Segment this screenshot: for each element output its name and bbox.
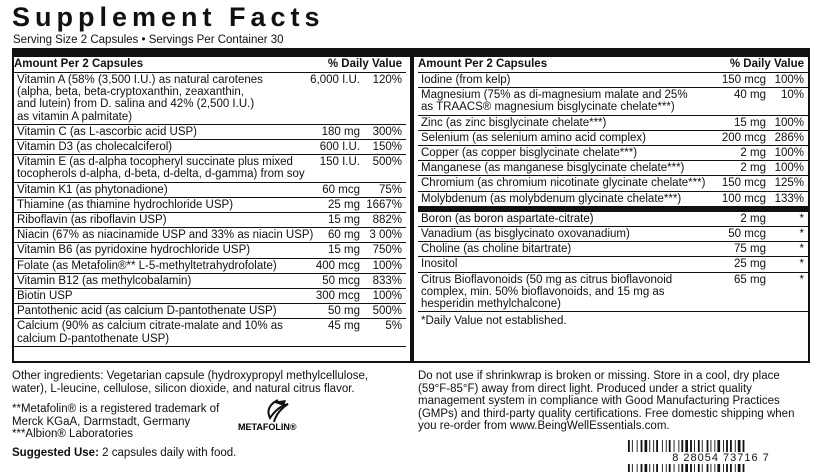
nutrient-name: Biotin USP [17,290,73,303]
nutrient-row [418,257,808,272]
nutrient-row [14,73,406,125]
nutrient-amount: 2 mg [740,162,766,175]
nutrient-dv: 125% [774,177,804,190]
nutrient-row [14,155,406,182]
nutrient-dv: 3 00% [369,229,402,242]
nutrient-dv: 150% [372,141,402,154]
nutrient-amount: 65 mg [734,273,766,286]
nutrient-dv: 882% [372,214,402,227]
suggested-use [12,447,404,460]
nutrient-name: Vitamin D3 (as cholecalciferol) [17,141,173,154]
nutrient-row [418,88,808,115]
nutrient-row [418,176,808,191]
trademark-line: ***Albion® Laboratories [12,428,133,440]
nutrient-dv: 100% [372,259,402,272]
nutrient-row [418,212,808,227]
nutrient-name: Vitamin A (58% (3,500 I.U.) as natural carotenes [17,74,263,86]
nutrient-name: Citrus Bioflavonoids (50 mg as citrus bioflavonoid [421,273,673,286]
nutrient-name: Choline (as choline bitartrate) [421,243,572,256]
nutrient-name: as vitamin A palmitate) [17,110,133,123]
nutrient-amount: 150 I.U. [319,156,360,169]
suggested-label: Suggested Use: [12,446,99,459]
nutrient-row [14,198,406,213]
suggested-text: 2 capsules daily with food. [98,446,237,459]
nutrient-amount: 180 mg [321,125,360,138]
nutrient-row [14,259,406,274]
logo-text: METAFOLIN® [238,422,297,432]
right-column [418,57,808,330]
nutrient-row [418,116,808,131]
metafolin-logo [234,398,320,432]
nutrient-dv: 100% [774,74,804,86]
nutrient-row [14,228,406,243]
nutrient-name: Vitamin C (as L-ascorbic acid USP) [17,125,198,138]
nutrient-amount: 150 mcg [721,177,766,190]
nutrient-name: Vitamin B6 (as pyridoxine hydrochloride USP) [17,244,251,257]
nutrient-row [14,243,406,258]
nutrient-dv: 500% [372,305,402,318]
nutrient-row [418,192,808,207]
nutrient-dv: 300% [372,125,402,138]
dv-header: % Daily Value [327,58,402,70]
nutrient-dv: 500% [372,156,402,169]
nutrient-dv: * [799,212,804,225]
nutrient-amount: 50 mg [328,305,360,318]
nutrient-amount: 400 mcg [315,259,360,272]
nutrient-amount: 25 mg [734,258,766,271]
nutrient-name: Vitamin K1 (as phytonadione) [17,183,168,196]
trademark-line: Merck KGaA, Darmstadt, Germany [12,415,191,428]
nutrient-name: Inositol [421,258,458,271]
nutrient-row [418,73,808,88]
panel-title: Supplement Facts [12,2,325,32]
nutrient-amount: 300 mcg [315,290,360,303]
amount-header: Amount Per 2 Capsules [418,58,548,70]
nutrient-name: tocopherols d-alpha, d-beta, d-delta, d-gamma) from soy [17,168,305,181]
nutrient-name: Thiamine (as thiamine hydrochloride USP) [17,198,234,211]
nutrient-dv: 10% [780,89,804,102]
nutrient-dv: * [799,228,804,241]
nutrient-name: Vanadium (as bisglycinato oxovanadium) [421,228,630,241]
nutrient-dv: * [799,273,804,286]
nutrient-row [14,183,406,198]
nutrient-amount: 15 mg [328,244,360,257]
nutrient-name: Molybdenum (as molybdenum glycinate chelate***) [421,192,682,205]
nutrient-name: Magnesium (75% as di-magnesium malate and 25% [421,89,688,102]
nutrient-row [418,227,808,242]
nutrient-row [14,274,406,289]
column-divider [410,57,414,363]
other-ingredients: Other ingredients: Vegetarian capsule (hydroxypropyl methylcellulose, water), L-leucine, cellulose, silicon dioxide, and natural citrus flavor. [12,370,369,395]
nutrient-amount: 200 mcg [721,131,766,144]
nutrient-dv: 100% [774,147,804,160]
nutrient-amount: 40 mg [734,89,766,102]
nutrient-row [14,140,406,155]
nutrient-amount: 150 mcg [721,74,766,86]
nutrient-dv: * [799,258,804,271]
nutrient-amount: 50 mcg [728,228,766,241]
nutrient-dv: 100% [774,162,804,175]
nutrient-name: (alpha, beta, beta-cryptoxanthin, zeaxanthin, [17,86,244,99]
nutrient-name: Boron (as boron aspartate-citrate) [421,212,594,225]
nutrient-name: Zinc (as zinc bisglycinate chelate***) [421,116,607,129]
nutrient-dv: 5% [385,320,402,333]
nutrient-amount: 60 mcg [322,183,360,196]
right-header [418,57,808,73]
nutrient-name: calcium D-pantothenate USP) [17,332,170,345]
nutrient-amount: 100 mcg [721,192,766,205]
nutrient-name: Copper (as copper bisglycinate chelate***) [421,147,638,160]
nutrient-amount: 50 mcg [322,274,360,287]
nutrient-dv: 286% [774,131,804,144]
nutrient-row [418,131,808,146]
nutrient-row [14,319,406,346]
nutrient-amount: 6,000 I.U. [310,74,360,86]
nutrient-amount: 600 I.U. [319,141,360,154]
nutrient-amount: 2 mg [740,147,766,160]
nutrient-amount: 2 mg [740,212,766,225]
nutrient-name: Riboflavin (as riboflavin USP) [17,214,167,227]
nutrient-row [418,146,808,161]
nutrient-dv: 75% [378,183,402,196]
nutrient-name: as TRAACS® magnesium bisglycinate chelate***) [421,101,675,114]
left-column [14,57,406,347]
top-rule [12,48,810,57]
nutrient-name: Niacin (67% as niacinamide USP and 33% as niacin USP) [17,229,314,242]
nutrient-name: Chromium (as chromium nicotinate glycinate chelate***) [421,177,706,190]
nutrient-amount: 75 mg [734,243,766,256]
nutrient-dv: 100% [372,290,402,303]
nutrient-name: Folate (as Metafolin®** L-5-methyltetrahydrofolate) [17,259,277,272]
storage-and-quality-text: Do not use if shrinkwrap is broken or missing. Store in a cool, dry place (59°F-85°F) away from direct light. Produced under a strict quality management system in compliance with Good Manufacturing Practices (GMPs) and third-party quality certifications. Free domestic shipping when you re-order from www.BeingWellEssentials.com. [418,370,795,432]
nutrient-name: and lutein) from D. salina and 42% (2,500 I.U.) [17,98,255,111]
nutrient-amount: 15 mg [734,116,766,129]
nutrient-row [14,289,406,304]
nutrient-name: Calcium (90% as calcium citrate-malate and 10% as [17,320,283,333]
nutrient-name: Vitamin E (as d-alpha tocopheryl succinate plus mixed [17,156,293,169]
nutrient-amount: 45 mg [328,320,360,333]
nutrient-amount: 25 mg [328,198,360,211]
nutrient-row [14,213,406,228]
nutrient-name: Pantothenic acid (as calcium D-pantothenate USP) [17,305,277,318]
nutrient-dv: 750% [372,244,402,257]
nutrient-name: Manganese (as manganese bisglycinate chelate***) [421,162,685,175]
nutrient-dv: 100% [774,116,804,129]
nutrient-dv: * [799,243,804,256]
trademark-block [12,403,222,441]
bottom-left-text [12,370,404,459]
nutrient-dv: 133% [774,192,804,205]
trademark-line: **Metafolin® is a registered trademark of [12,403,220,415]
nutrient-dv: 120% [372,74,402,86]
nutrient-name: Iodine (from kelp) [421,74,511,86]
nutrient-row [14,125,406,140]
barcode-digits: 8 28054 73716 7 [626,452,816,464]
nutrient-row [418,242,808,257]
serving-info: Serving Size 2 Capsules • Servings Per Container 30 [13,34,284,46]
left-header [14,57,406,73]
nutrient-row [418,273,808,313]
dv-footnote: *Daily Value not established. [421,315,567,328]
nutrient-row [418,161,808,176]
amount-header: Amount Per 2 Capsules [14,58,144,70]
dv-header: % Daily Value [729,58,804,70]
nutrient-name: Selenium (as selenium amino acid complex) [421,131,646,144]
nutrient-dv: 1667% [366,198,402,211]
nutrient-amount: 60 mg [328,229,360,242]
nutrient-name: complex, min. 50% bioflavonoids, and 15 mg as [421,285,665,298]
nutrient-name: Vitamin B12 (as methylcobalamin) [17,274,192,287]
nutrient-amount: 15 mg [328,214,360,227]
nutrient-row [14,304,406,319]
nutrient-name: hesperidin methylchalcone) [421,298,561,311]
nutrient-dv: 833% [372,274,402,287]
bottom-right-text [418,370,818,433]
